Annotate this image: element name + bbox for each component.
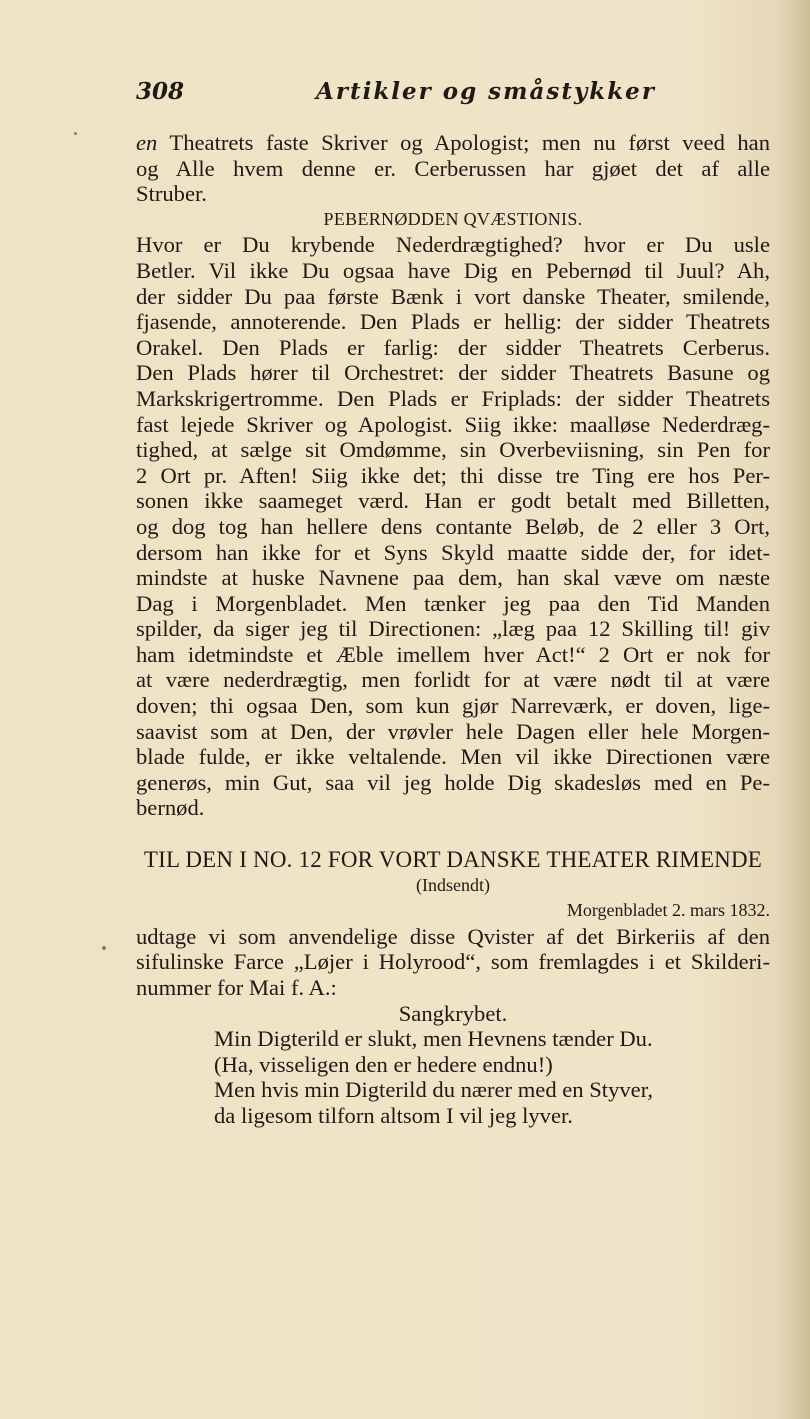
text-line: Hvor er Du krybende Nederdrægtighed? hvor er Du usle xyxy=(136,232,770,258)
page-body xyxy=(136,130,770,1129)
running-header xyxy=(136,78,776,110)
section-heading: PEBERNØDDEN QVÆSTIONIS. xyxy=(323,208,583,229)
text-line: nummer for Mai f. A.: xyxy=(136,975,337,1000)
verse-line: da ligesom tilforn altsom I vil jeg lyver. xyxy=(214,1102,573,1128)
text-line: Dag i Morgenbladet. Men tænker jeg paa den Tid Manden xyxy=(136,590,770,616)
section-body xyxy=(136,232,770,821)
text-line: mindste at huske Navnene paa dem, han skal væve om næste xyxy=(136,565,770,591)
running-title: Artikler og småstykker xyxy=(316,78,656,105)
page-number: 308 xyxy=(136,78,185,105)
text-line: fast lejede Skriver og Apologist. Siig ikke: maalløse Nederdræg- xyxy=(136,411,770,437)
italic-word: en xyxy=(136,130,158,155)
text-line: sonen ikke saameget værd. Han er godt betalt med Billetten, xyxy=(136,488,770,514)
text-line: dersom han ikke for et Syns Skyld maatte sidde der, for idet- xyxy=(136,539,770,565)
text-line: og dog tog han hellere dens contante Beløb, de 2 eller 3 Ort, xyxy=(136,513,770,539)
text-line: Markskrigertromme. Den Plads er Friplads: der sidder Theatrets xyxy=(136,385,770,411)
text-line: Struber. xyxy=(136,181,207,207)
paper-speck xyxy=(74,132,77,135)
text-line: der sidder Du paa første Bænk i vort danske Theater, smilende, xyxy=(136,283,770,309)
text-line: doven; thi ogsaa Den, som kun gjør Narreværk, er doven, lige- xyxy=(136,693,770,719)
text-line: saavist som at Den, der vrøvler hele Dagen eller hele Morgen- xyxy=(136,718,770,744)
section-subheading: (Indsendt) xyxy=(416,874,490,895)
text-line: udtage vi som anvendelige disse Qvister af det Birkeriis af den xyxy=(136,923,770,949)
source-note: Morgenbladet 2. mars 1832. xyxy=(566,900,770,921)
text-line xyxy=(136,130,770,156)
text-line: Orakel. Den Plads er farlig: der sidder Theatrets Cerberus. xyxy=(136,334,770,360)
text-line: fjasende, annoterende. Den Plads er hellig: der sidder Theatrets xyxy=(136,309,770,335)
paper-speck xyxy=(102,946,106,950)
text-line: sifulinske Farce „Løjer i Holyrood“, som fremlagdes i et Skilderi- xyxy=(136,949,770,975)
verse-title: Sangkrybet. xyxy=(398,1000,508,1026)
text-line: at være nederdrægtig, men forlidt for at være nødt til at være xyxy=(136,667,770,693)
text-line: spilder, da siger jeg til Directionen: „læg paa 12 Skilling til! giv xyxy=(136,616,770,642)
text-fragment: Theatrets faste Skriver og Apologist; men nu først veed han xyxy=(157,130,770,155)
text-line: generøs, min Gut, saa vil jeg holde Dig skadesløs med en Pe- xyxy=(136,769,770,795)
text-line: ham idetmindste et Æble imellem hver Act!“ 2 Ort er nok for xyxy=(136,641,770,667)
text-line: tighed, at sælge sit Omdømme, sin Overbeviisning, sin Pen for xyxy=(136,437,770,463)
section-heading: TIL DEN I NO. 12 FOR VORT DANSKE THEATER RIMENDE xyxy=(143,847,763,873)
text-line: og Alle hvem denne er. Cerberussen har gjøet det af alle xyxy=(136,155,770,181)
verse-line: (Ha, visseligen den er hedere endnu!) xyxy=(214,1051,553,1077)
verse-line: Men hvis min Digterild du nærer med en Styver, xyxy=(214,1077,653,1103)
text-line: 2 Ort pr. Aften! Siig ikke det; thi disse tre Ting ere hos Per- xyxy=(136,462,770,488)
verse-line: Min Digterild er slukt, men Hevnens tænder Du. xyxy=(214,1026,653,1052)
text-line: Betler. Vil ikke Du ogsaa have Dig en Pebernød til Juul? Ah, xyxy=(136,257,770,283)
text-line: Den Plads hører til Orchestret: der sidder Theatrets Basune og xyxy=(136,360,770,386)
text-line: bernød. xyxy=(136,795,205,821)
text-line: blade fulde, er ikke veltalende. Men vil ikke Directionen være xyxy=(136,744,770,770)
